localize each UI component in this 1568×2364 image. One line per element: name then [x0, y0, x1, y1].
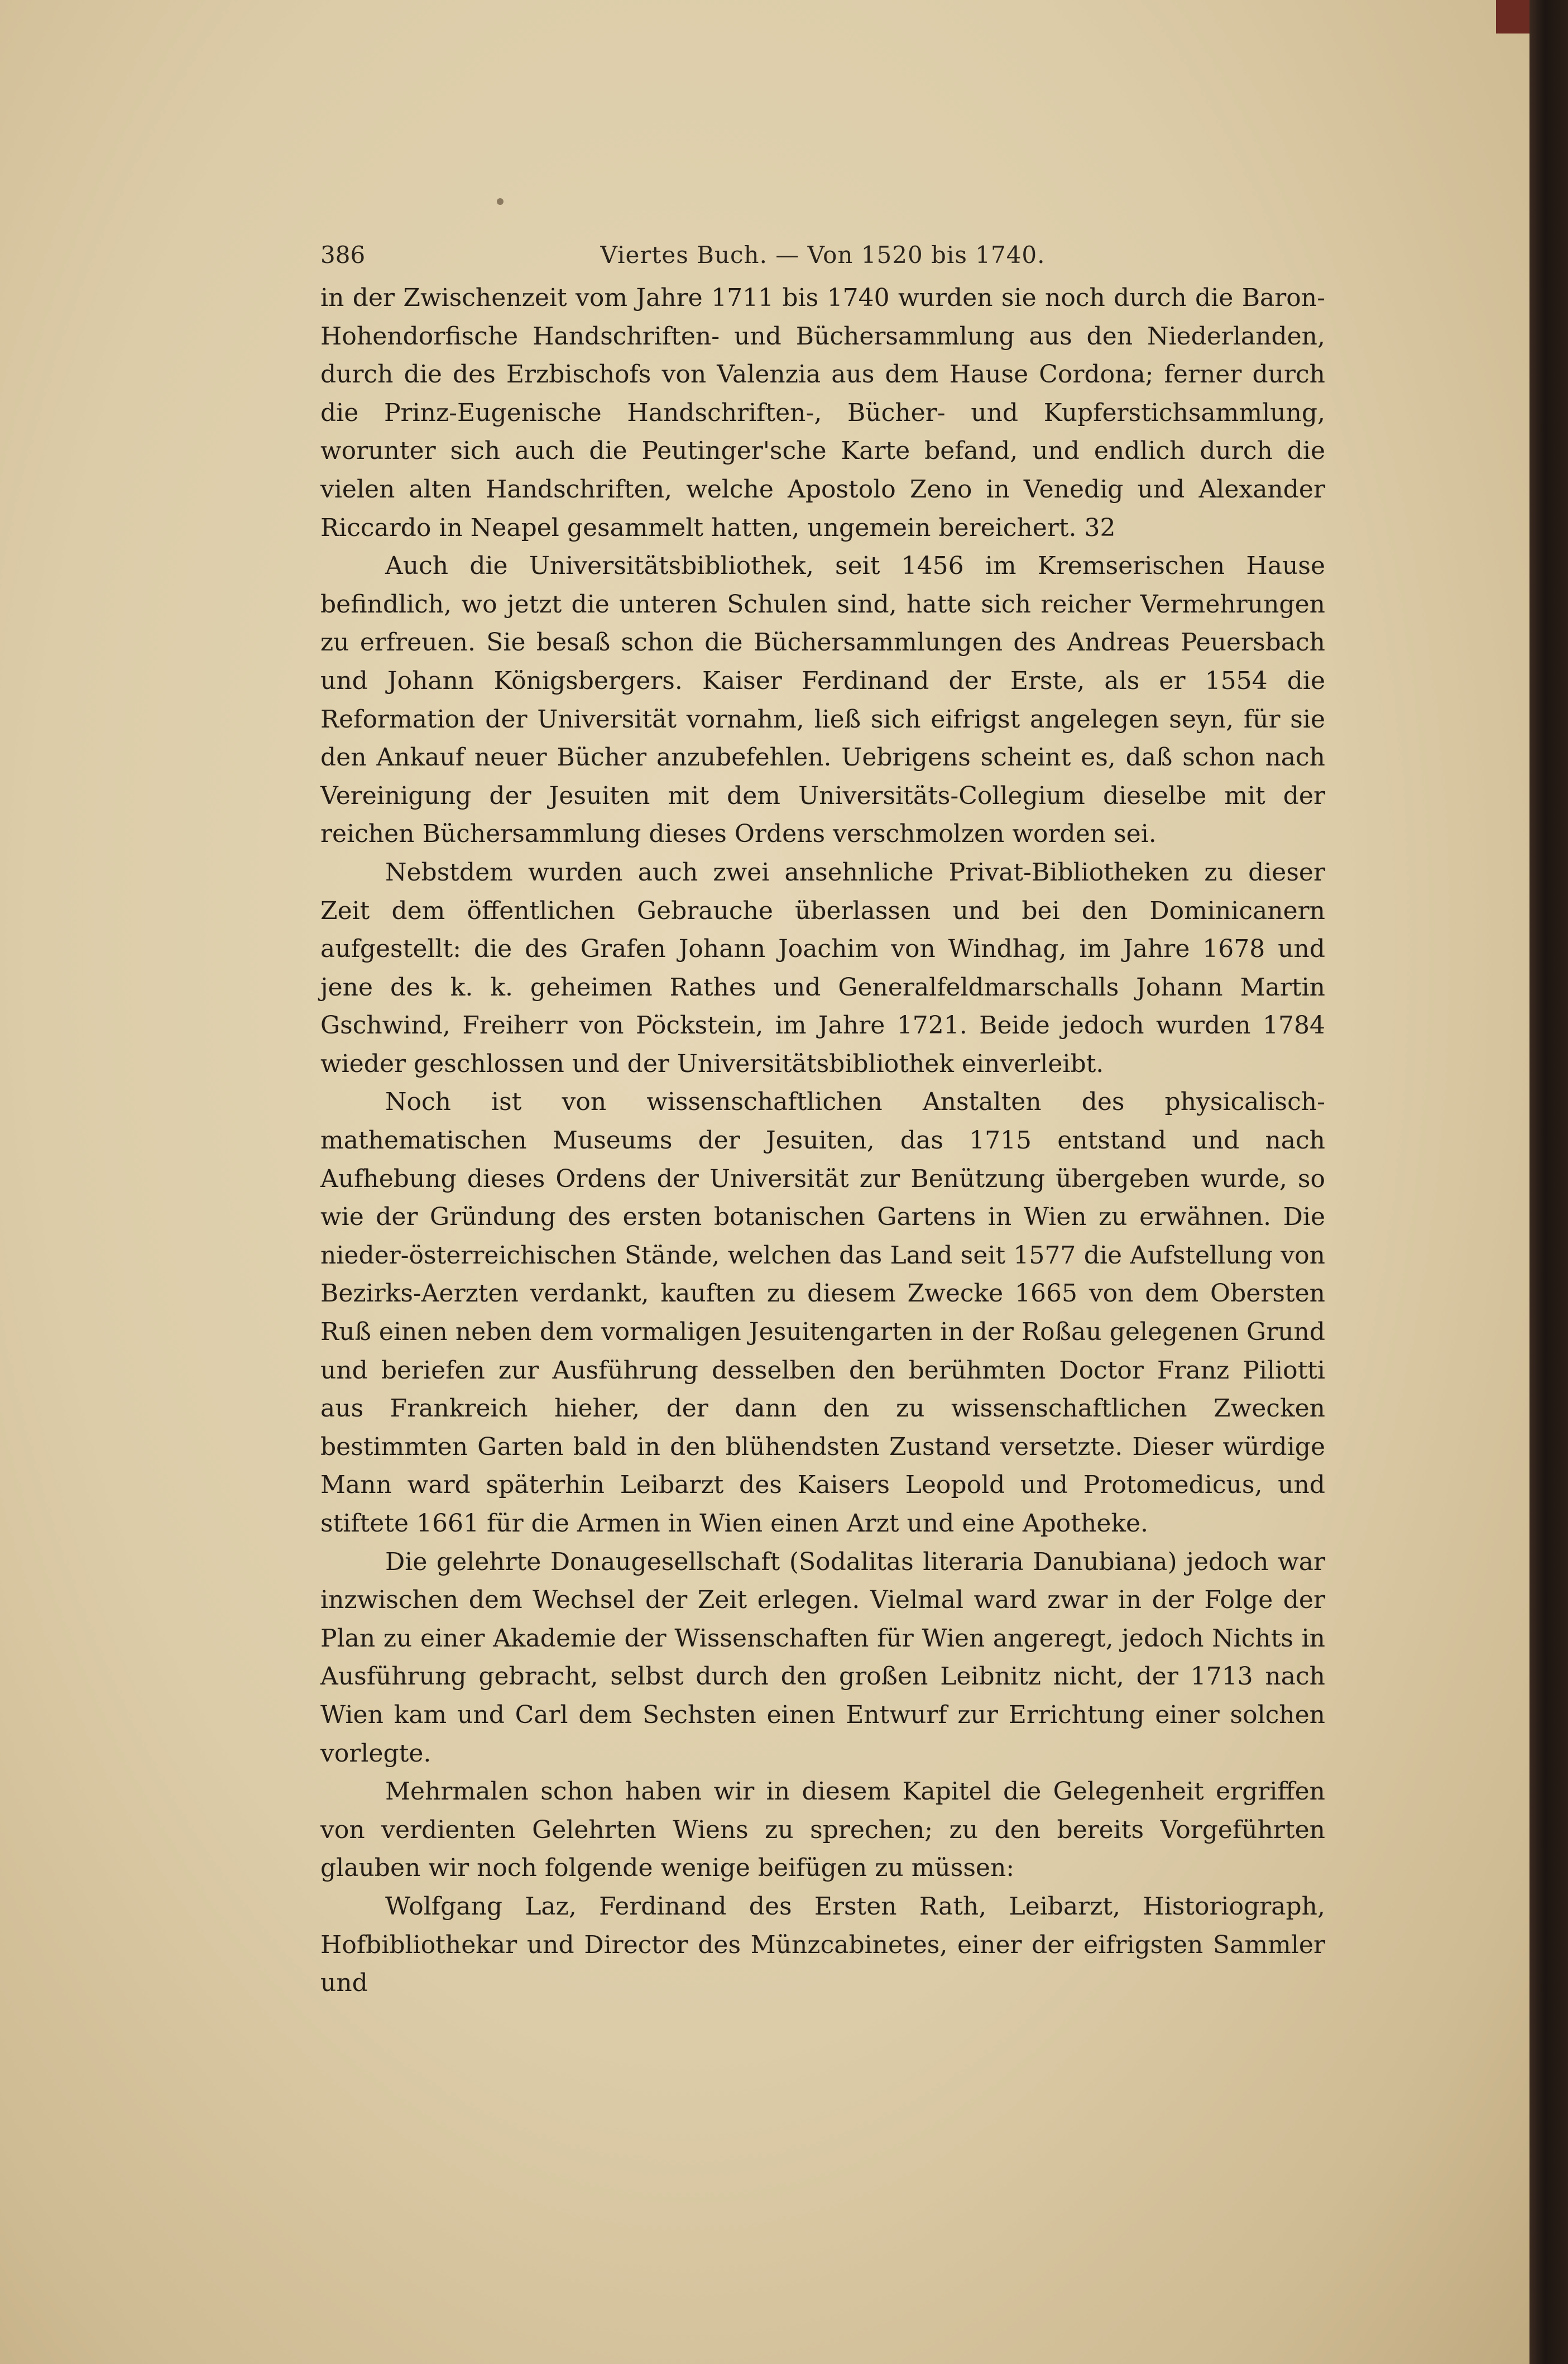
body-text: [320, 279, 1325, 2003]
binding-corner: [1496, 0, 1529, 34]
paragraph-scholars-intro: Mehrmalen schon haben wir in diesem Kapitel die Gelegenheit ergriffen von verdienten Gelehrten Wiens zu sprechen; zu den bereits Vorgeführten glauben wir noch folgende wenige beifügen zu müssen:: [320, 1777, 1325, 1883]
paragraph-continuation: in der Zwischenzeit vom Jahre 1711 bis 1740 wurden sie noch durch die Baron-Hohendorfische Handschriften- und Büchersammlung aus den Niederlanden, durch die des Erzbischofs von Valenzia aus dem Hause Cordona; ferner durch die Prinz-Eugenische Handschriften-, Bücher- und Kupferstichsammlung, worunter sich auch die Peutinger'sche Karte befand, und endlich durch die vielen alten Handschriften, welche Apostolo Zeno in Venedig und Alexander Riccardo in Neapel gesammelt hatten, ungemein bereichert. 32: [320, 284, 1325, 542]
page-header: [320, 241, 1325, 275]
paper-speck: [497, 198, 504, 205]
paragraph-private-libraries: Nebstdem wurden auch zwei ansehnliche Privat-Bibliotheken zu dieser Zeit dem öffentlichen Gebrauche überlassen und bei den Dominicanern aufgestellt: die des Grafen Johann Joachim von Windhag, im Jahre 1678 und jene des k. k. geheimen Rathes und Generalfeldmarschalls Johann Martin Gschwind, Freiherr von Pöckstein, im Jahre 1721. Beide jedoch wurden 1784 wieder geschlossen und der Universitätsbibliothek einverleibt.: [320, 858, 1325, 1078]
book-binding-edge: [1529, 0, 1568, 2364]
paragraph-wolfgang-laz: Wolfgang Laz, Ferdinand des Ersten Rath, Leibarzt, Historiograph, Hofbibliothekar und Director des Münzcabinetes, einer der eifrigsten Sammler und: [320, 1892, 1325, 1998]
paragraph-university-library: Auch die Universitätsbibliothek, seit 1456 im Kremserischen Hause befindlich, wo jetzt die unteren Schulen sind, hatte sich reicher Vermehrungen zu erfreuen. Sie besaß schon die Büchersammlungen des Andreas Peuersbach und Johann Königsbergers. Kaiser Ferdinand der Erste, als er 1554 die Reformation der Universität vornahm, ließ sich eifrigst angelegen seyn, für sie den Ankauf neuer Bücher anzubefehlen. Uebrigens scheint es, daß schon nach Vereinigung der Jesuiten mit dem Universitäts-Collegium dieselbe mit der reichen Büchersammlung dieses Ordens verschmolzen worden sei.: [320, 552, 1325, 849]
paragraph-scientific-institutions: Noch ist von wissenschaftlichen Anstalten des physicalisch-mathematischen Museums der Jesuiten, das 1715 entstand und nach Aufhebung dieses Ordens der Universität zur Benützung übergeben wurde, so wie der Gründung des ersten botanischen Gartens in Wien zu erwähnen. Die nieder-österreichischen Stände, welchen das Land seit 1577 die Aufstellung von Bezirks-Aerzten verdankt, kauften zu diesem Zwecke 1665 von dem Obersten Ruß einen neben dem vormaligen Jesuitengarten in der Roßau gelegenen Grund und beriefen zur Ausführung desselben den berühmten Doctor Franz Piliotti aus Frankreich hieher, der dann den zu wissenschaftlichen Zwecken bestimmten Garten bald in den blühendsten Zustand versetzte. Dieser würdige Mann ward späterhin Leibarzt des Kaisers Leopold und Protomedicus, und stiftete 1661 für die Armen in Wien einen Arzt und eine Apotheke.: [320, 1088, 1325, 1538]
running-title: Viertes Buch. — Von 1520 bis 1740.: [600, 241, 1046, 269]
page-number: 386: [320, 241, 366, 269]
paragraph-danube-society: Die gelehrte Donaugesellschaft (Sodalitas literaria Danubiana) jedoch war inzwischen dem Wechsel der Zeit erlegen. Vielmal ward zwar in der Folge der Plan zu einer Akademie der Wissenschaften für Wien angeregt, jedoch Nichts in Ausführung gebracht, selbst durch den großen Leibnitz nicht, der 1713 nach Wien kam und Carl dem Sechsten einen Entwurf zur Errichtung einer solchen vorlegte.: [320, 1547, 1325, 1768]
